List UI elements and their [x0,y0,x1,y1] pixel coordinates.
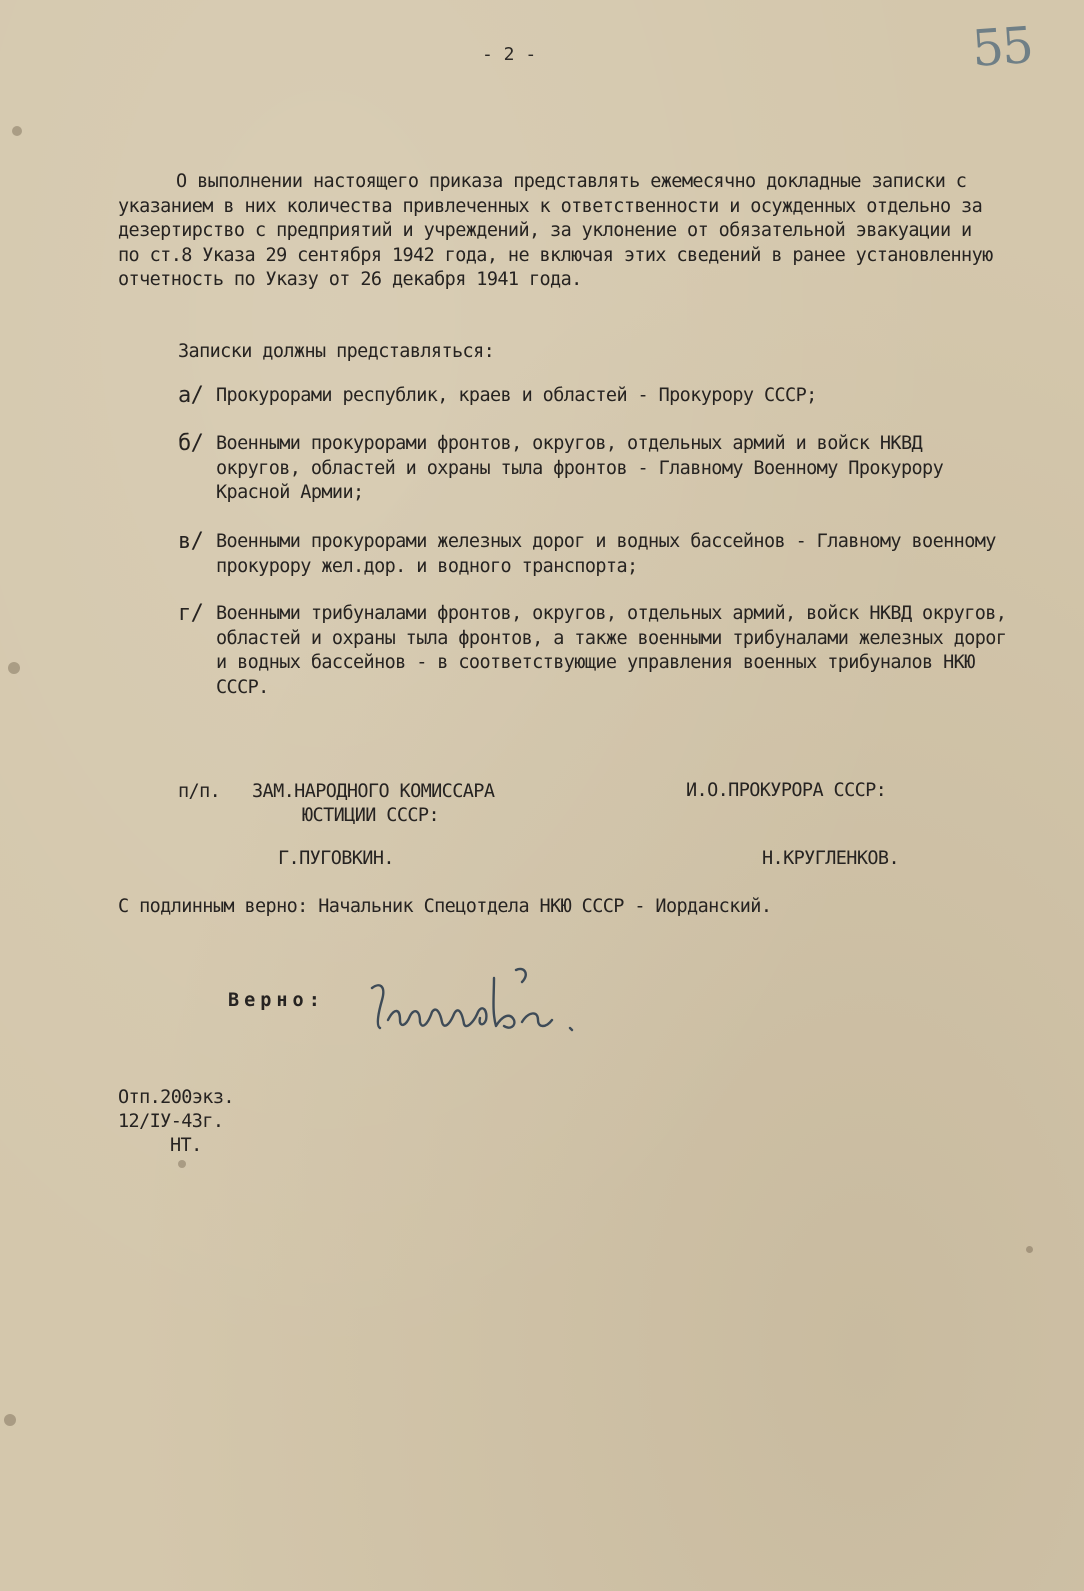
footer-copies: Отп.200экз. [118,1087,234,1108]
list-item-marker: г/ [178,601,204,626]
footer-date: 12/IУ-43г. [118,1111,224,1132]
paper-spot [8,662,20,674]
body-paragraph: О выполнении настоящего приказа представлять ежемесячно докладные записки с указанием в них количества привлеченных к ответственности и осужденных отдельно за дезертирство с предприятий и учреждений, за уклонение от обязательной эвакуации и по ст.8 Указа 29 сентября 1942 года, не включая этих сведений в ранее установленную отчетность по Указу от 26 декабря 1941 года. [118,171,993,290]
footer-notes [118,1086,234,1158]
folio-number: 55 [970,15,1034,79]
list-item-marker: а/ [178,383,204,408]
page-marker: - 2 - [482,44,537,65]
left-signatory-name: Г.ПУГОВКИН. [278,848,394,869]
left-title-line2: ЮСТИЦИИ СССР: [302,805,439,826]
handwritten-signature [366,960,606,1050]
list-item-marker: в/ [178,529,204,554]
footer-initials: НТ. [170,1135,202,1156]
list-item-text: Военными прокурорами железных дорог и водных бассейнов - Главному военному прокурору жел.дор. и водного транспорта; [216,531,996,577]
intro-line: Записки должны представляться: [178,341,495,362]
list-item-text: Прокурорами республик, краев и областей - Прокурору СССР; [216,385,817,406]
certified-line: С подлинным верно: Начальник Спецотдела НКЮ СССР - Иорданский. [118,896,772,917]
list-item [178,432,1008,506]
list-item-text: Военными трибуналами фронтов, округов, отдельных армий, войск НКВД округов, областей и охраны тыла фронтов, а также военными трибуналами железных дорог и водных бассейнов - в соответствующие управления военных трибуналов НКЮ СССР. [216,603,1007,698]
right-signatory-title: И.О.ПРОКУРОРА СССР: [686,780,887,801]
list-item [178,602,1008,700]
paper-spot [178,1160,186,1168]
right-signatory-name: Н.КРУГЛЕНКОВ. [762,848,899,869]
paper-spot [4,1414,16,1426]
left-title-line1: ЗАМ.НАРОДНОГО КОМИССАРА [252,781,495,802]
list-item [178,530,1008,579]
signature-block-left [178,780,494,828]
paper-spot [1026,1246,1033,1253]
list-item-text: Военными прокурорами фронтов, округов, отдельных армий и войск НКВД округов, областей и охраны тыла фронтов - Главному Военному Прокурору Красной Армии; [216,433,944,503]
paper-spot [12,126,22,136]
list-item-marker: б/ [178,431,204,456]
pp-label: п/п. [178,781,221,802]
list-item [178,384,1008,409]
verno-label: Верно: [228,990,325,1011]
